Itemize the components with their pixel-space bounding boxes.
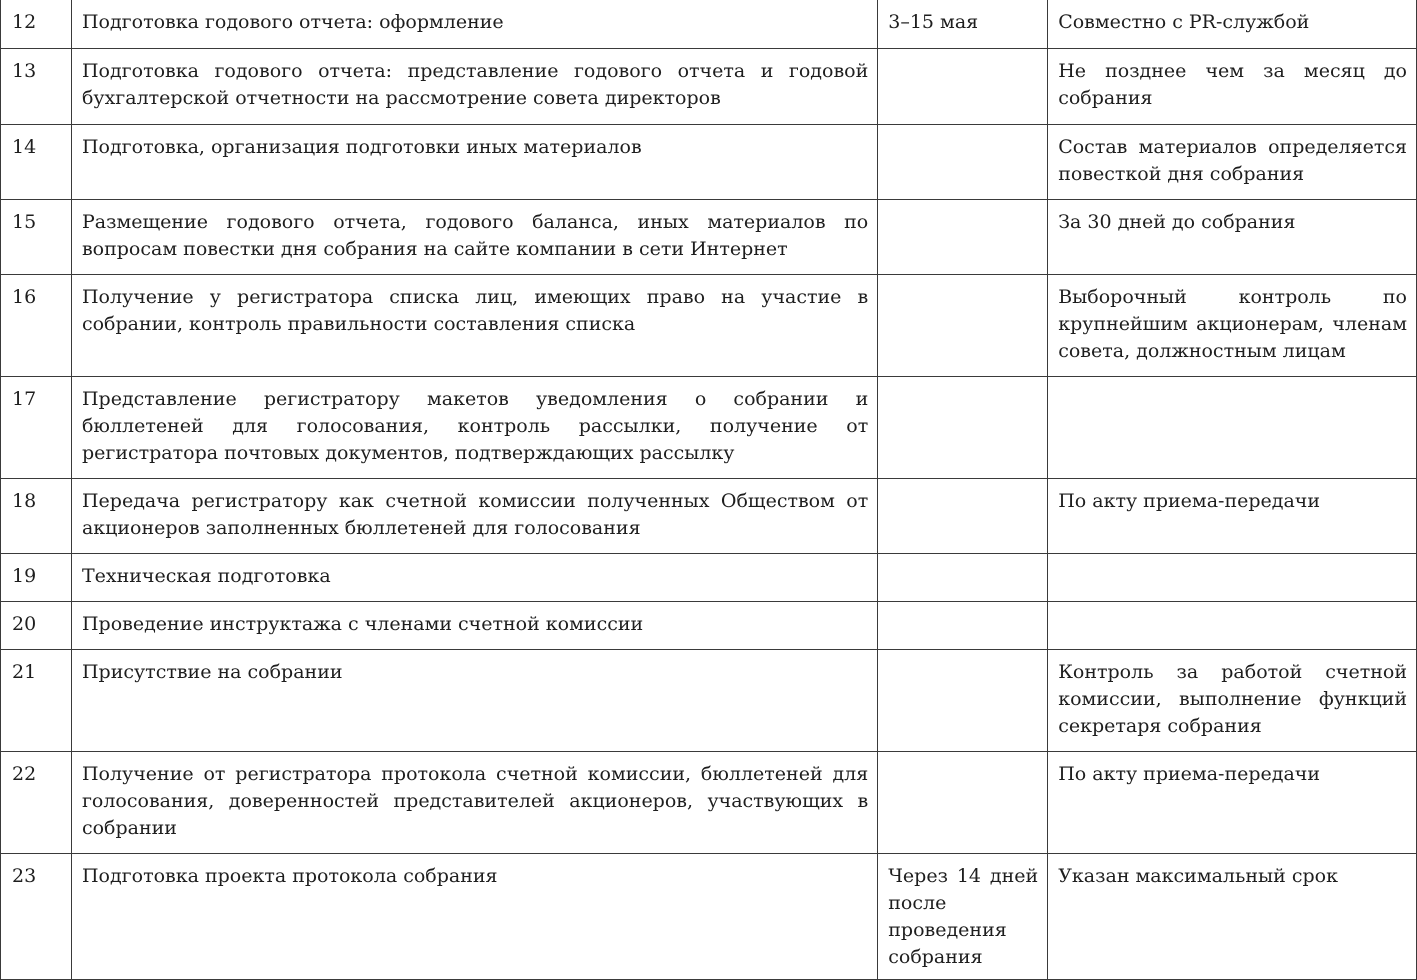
- table-row: [1, 553, 1417, 601]
- task-note: [1048, 601, 1417, 649]
- task-description: Подготовка годового отчета: оформление: [71, 0, 877, 48]
- task-deadline: [878, 478, 1048, 553]
- task-deadline: [878, 274, 1048, 376]
- row-number: 13: [1, 48, 72, 124]
- row-number: 23: [1, 853, 72, 979]
- table-row: [1, 478, 1417, 553]
- table-row: [1, 751, 1417, 853]
- task-description: Получение от регистратора протокола счетной комиссии, бюллетеней для голосования, доверенностей представителей акционеров, участвующих в собрании: [71, 751, 877, 853]
- task-deadline: [878, 124, 1048, 199]
- row-number: 16: [1, 274, 72, 376]
- task-note: По акту приема-передачи: [1048, 478, 1417, 553]
- task-note: Совместно с PR-службой: [1048, 0, 1417, 48]
- table-row: [1, 649, 1417, 751]
- task-note: [1048, 376, 1417, 478]
- task-deadline: [878, 376, 1048, 478]
- task-note: Состав материалов определяется повесткой дня собрания: [1048, 124, 1417, 199]
- task-note: Выборочный контроль по крупнейшим акционерам, членам совета, должностным лицам: [1048, 274, 1417, 376]
- task-description: Проведение инструктажа с членами счетной комиссии: [71, 601, 877, 649]
- row-number: 20: [1, 601, 72, 649]
- table-row: [1, 0, 1417, 48]
- row-number: 22: [1, 751, 72, 853]
- task-deadline: [878, 553, 1048, 601]
- row-number: 15: [1, 199, 72, 274]
- row-number: 14: [1, 124, 72, 199]
- table-row: [1, 853, 1417, 979]
- row-number: 21: [1, 649, 72, 751]
- row-number: 12: [1, 0, 72, 48]
- task-note: За 30 дней до собрания: [1048, 199, 1417, 274]
- task-deadline: [878, 199, 1048, 274]
- task-description: Передача регистратору как счетной комиссии полученных Обществом от акционеров заполненных бюллетеней для голосования: [71, 478, 877, 553]
- table-row: [1, 601, 1417, 649]
- table-row: [1, 376, 1417, 478]
- task-description: Техническая подготовка: [71, 553, 877, 601]
- row-number: 19: [1, 553, 72, 601]
- task-note: Не позднее чем за месяц до собрания: [1048, 48, 1417, 124]
- task-note: Контроль за работой счетной комиссии, выполнение функций секретаря собрания: [1048, 649, 1417, 751]
- table-row: [1, 48, 1417, 124]
- task-description: Присутствие на собрании: [71, 649, 877, 751]
- row-number: 18: [1, 478, 72, 553]
- table-row: [1, 124, 1417, 199]
- task-description: Получение у регистратора списка лиц, имеющих право на участие в собрании, контроль правильности составления списка: [71, 274, 877, 376]
- row-number: 17: [1, 376, 72, 478]
- task-description: Размещение годового отчета, годового баланса, иных материалов по вопросам повестки дня собрания на сайте компании в сети Интернет: [71, 199, 877, 274]
- task-deadline: [878, 649, 1048, 751]
- task-description: Подготовка, организация подготовки иных материалов: [71, 124, 877, 199]
- task-note: [1048, 553, 1417, 601]
- task-deadline: Через 14 дней после проведения собрания: [878, 853, 1048, 979]
- task-deadline: [878, 751, 1048, 853]
- task-note: Указан максимальный срок: [1048, 853, 1417, 979]
- task-deadline: 3–15 мая: [878, 0, 1048, 48]
- task-deadline: [878, 601, 1048, 649]
- task-description: Подготовка годового отчета: представление годового отчета и годовой бухгалтерской отчетности на рассмотрение совета директоров: [71, 48, 877, 124]
- task-description: Подготовка проекта протокола собрания: [71, 853, 877, 979]
- task-note: По акту приема-передачи: [1048, 751, 1417, 853]
- task-deadline: [878, 48, 1048, 124]
- table-row: [1, 274, 1417, 376]
- table-row: [1, 199, 1417, 274]
- task-description: Представление регистратору макетов уведомления о собрании и бюллетеней для голосования, контроль рассылки, получение от регистратора почтовых документов, подтверждающих рассылку: [71, 376, 877, 478]
